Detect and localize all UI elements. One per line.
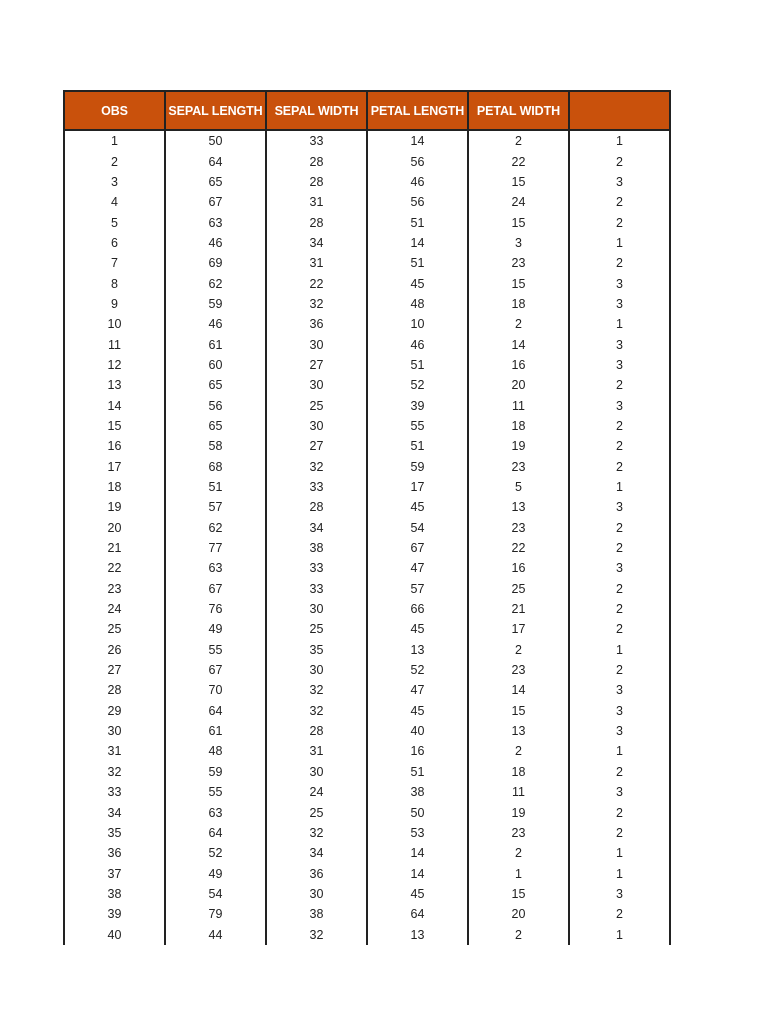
table-row [64, 355, 670, 375]
cell-class: 2 [569, 436, 670, 456]
cell-class: 1 [569, 233, 670, 253]
header-class [569, 91, 670, 130]
cell-sepal-length: 79 [165, 904, 266, 924]
table-row [64, 457, 670, 477]
cell-petal-width: 2 [468, 314, 569, 334]
cell-class: 3 [569, 701, 670, 721]
cell-obs: 19 [64, 497, 165, 517]
cell-class: 1 [569, 924, 670, 944]
cell-sepal-width: 36 [266, 314, 367, 334]
cell-petal-length: 57 [367, 579, 468, 599]
table-row [64, 477, 670, 497]
cell-class: 3 [569, 782, 670, 802]
cell-sepal-width: 36 [266, 863, 367, 883]
cell-sepal-width: 25 [266, 395, 367, 415]
table-row [64, 599, 670, 619]
cell-class: 3 [569, 355, 670, 375]
table-row [64, 863, 670, 883]
cell-class: 2 [569, 253, 670, 273]
cell-obs: 16 [64, 436, 165, 456]
cell-sepal-length: 49 [165, 619, 266, 639]
cell-petal-length: 45 [367, 701, 468, 721]
header-petal-width: PETAL WIDTH [468, 91, 569, 130]
cell-class: 3 [569, 497, 670, 517]
cell-class: 2 [569, 192, 670, 212]
cell-petal-length: 17 [367, 477, 468, 497]
cell-obs: 25 [64, 619, 165, 639]
header-petal-length: PETAL LENGTH [367, 91, 468, 130]
cell-class: 2 [569, 538, 670, 558]
cell-petal-length: 56 [367, 151, 468, 171]
cell-petal-width: 15 [468, 212, 569, 232]
cell-sepal-length: 58 [165, 436, 266, 456]
cell-sepal-length: 67 [165, 579, 266, 599]
cell-petal-width: 11 [468, 782, 569, 802]
cell-sepal-width: 22 [266, 273, 367, 293]
cell-obs: 32 [64, 762, 165, 782]
cell-class: 2 [569, 416, 670, 436]
cell-sepal-width: 30 [266, 599, 367, 619]
cell-petal-length: 13 [367, 640, 468, 660]
iris-data-table [63, 90, 671, 945]
cell-petal-width: 11 [468, 395, 569, 415]
table-row [64, 843, 670, 863]
cell-petal-length: 64 [367, 904, 468, 924]
cell-petal-length: 46 [367, 334, 468, 354]
cell-class: 2 [569, 579, 670, 599]
cell-sepal-length: 63 [165, 802, 266, 822]
cell-sepal-width: 30 [266, 762, 367, 782]
table-row [64, 640, 670, 660]
cell-petal-width: 2 [468, 843, 569, 863]
table-row [64, 395, 670, 415]
table-row [64, 782, 670, 802]
cell-sepal-width: 32 [266, 680, 367, 700]
cell-petal-width: 15 [468, 701, 569, 721]
cell-petal-length: 10 [367, 314, 468, 334]
cell-obs: 13 [64, 375, 165, 395]
table-row [64, 660, 670, 680]
table-row [64, 192, 670, 212]
cell-sepal-length: 54 [165, 884, 266, 904]
cell-sepal-length: 76 [165, 599, 266, 619]
cell-sepal-length: 63 [165, 558, 266, 578]
cell-obs: 39 [64, 904, 165, 924]
cell-obs: 33 [64, 782, 165, 802]
cell-sepal-width: 25 [266, 619, 367, 639]
cell-sepal-width: 30 [266, 375, 367, 395]
cell-obs: 31 [64, 741, 165, 761]
cell-class: 3 [569, 558, 670, 578]
cell-petal-length: 54 [367, 518, 468, 538]
cell-class: 3 [569, 334, 670, 354]
cell-sepal-length: 52 [165, 843, 266, 863]
cell-class: 3 [569, 721, 670, 741]
table-row [64, 212, 670, 232]
table-row [64, 802, 670, 822]
cell-sepal-length: 69 [165, 253, 266, 273]
cell-obs: 18 [64, 477, 165, 497]
cell-sepal-width: 32 [266, 294, 367, 314]
cell-sepal-length: 67 [165, 660, 266, 680]
cell-petal-length: 52 [367, 660, 468, 680]
cell-petal-width: 2 [468, 640, 569, 660]
cell-class: 3 [569, 395, 670, 415]
table-row [64, 701, 670, 721]
cell-obs: 36 [64, 843, 165, 863]
cell-sepal-length: 59 [165, 294, 266, 314]
cell-sepal-length: 59 [165, 762, 266, 782]
cell-petal-length: 46 [367, 172, 468, 192]
cell-obs: 38 [64, 884, 165, 904]
cell-petal-length: 51 [367, 762, 468, 782]
cell-petal-width: 1 [468, 863, 569, 883]
cell-sepal-width: 30 [266, 884, 367, 904]
cell-petal-width: 25 [468, 579, 569, 599]
cell-petal-length: 45 [367, 884, 468, 904]
cell-sepal-length: 46 [165, 233, 266, 253]
table-row [64, 416, 670, 436]
cell-petal-width: 23 [468, 253, 569, 273]
table-row [64, 619, 670, 639]
table-row [64, 558, 670, 578]
cell-sepal-width: 27 [266, 436, 367, 456]
table-row [64, 294, 670, 314]
cell-sepal-width: 33 [266, 558, 367, 578]
cell-sepal-length: 61 [165, 334, 266, 354]
cell-petal-width: 18 [468, 294, 569, 314]
cell-sepal-length: 46 [165, 314, 266, 334]
cell-petal-width: 2 [468, 130, 569, 151]
table-row [64, 151, 670, 171]
cell-obs: 14 [64, 395, 165, 415]
header-sepal-width: SEPAL WIDTH [266, 91, 367, 130]
cell-sepal-length: 62 [165, 273, 266, 293]
cell-obs: 3 [64, 172, 165, 192]
cell-class: 1 [569, 863, 670, 883]
cell-obs: 20 [64, 518, 165, 538]
cell-obs: 11 [64, 334, 165, 354]
cell-sepal-length: 55 [165, 782, 266, 802]
table-header [64, 91, 670, 130]
cell-petal-length: 45 [367, 497, 468, 517]
cell-sepal-length: 63 [165, 212, 266, 232]
cell-sepal-width: 33 [266, 477, 367, 497]
cell-petal-width: 3 [468, 233, 569, 253]
cell-petal-length: 47 [367, 558, 468, 578]
cell-sepal-length: 55 [165, 640, 266, 660]
table-row [64, 233, 670, 253]
cell-petal-length: 56 [367, 192, 468, 212]
cell-class: 2 [569, 660, 670, 680]
cell-petal-length: 51 [367, 355, 468, 375]
cell-class: 2 [569, 599, 670, 619]
cell-petal-width: 15 [468, 172, 569, 192]
cell-obs: 40 [64, 924, 165, 944]
table-row [64, 741, 670, 761]
cell-obs: 35 [64, 823, 165, 843]
cell-class: 2 [569, 457, 670, 477]
cell-sepal-width: 33 [266, 130, 367, 151]
cell-petal-length: 14 [367, 233, 468, 253]
cell-sepal-width: 28 [266, 172, 367, 192]
cell-obs: 30 [64, 721, 165, 741]
cell-sepal-length: 64 [165, 151, 266, 171]
cell-petal-width: 19 [468, 436, 569, 456]
cell-obs: 1 [64, 130, 165, 151]
cell-sepal-length: 60 [165, 355, 266, 375]
cell-petal-width: 24 [468, 192, 569, 212]
cell-petal-length: 51 [367, 436, 468, 456]
cell-obs: 4 [64, 192, 165, 212]
cell-obs: 26 [64, 640, 165, 660]
cell-obs: 21 [64, 538, 165, 558]
cell-obs: 34 [64, 802, 165, 822]
cell-obs: 8 [64, 273, 165, 293]
cell-petal-width: 18 [468, 762, 569, 782]
cell-class: 1 [569, 741, 670, 761]
cell-class: 3 [569, 884, 670, 904]
header-obs: OBS [64, 91, 165, 130]
cell-sepal-width: 28 [266, 212, 367, 232]
cell-sepal-width: 34 [266, 843, 367, 863]
cell-class: 3 [569, 294, 670, 314]
cell-sepal-length: 62 [165, 518, 266, 538]
cell-sepal-width: 31 [266, 741, 367, 761]
cell-petal-length: 16 [367, 741, 468, 761]
cell-petal-width: 23 [468, 660, 569, 680]
cell-petal-length: 14 [367, 130, 468, 151]
cell-obs: 10 [64, 314, 165, 334]
table-row [64, 334, 670, 354]
cell-sepal-width: 27 [266, 355, 367, 375]
cell-sepal-length: 65 [165, 172, 266, 192]
cell-obs: 15 [64, 416, 165, 436]
cell-class: 1 [569, 314, 670, 334]
cell-sepal-width: 32 [266, 457, 367, 477]
header-sepal-length: SEPAL LENGTH [165, 91, 266, 130]
table-row [64, 884, 670, 904]
cell-petal-length: 14 [367, 843, 468, 863]
cell-obs: 6 [64, 233, 165, 253]
cell-class: 2 [569, 518, 670, 538]
cell-class: 2 [569, 212, 670, 232]
cell-petal-length: 13 [367, 924, 468, 944]
cell-obs: 27 [64, 660, 165, 680]
cell-petal-width: 15 [468, 884, 569, 904]
cell-sepal-width: 31 [266, 192, 367, 212]
cell-petal-width: 2 [468, 741, 569, 761]
cell-sepal-length: 67 [165, 192, 266, 212]
cell-sepal-width: 28 [266, 721, 367, 741]
cell-petal-length: 48 [367, 294, 468, 314]
cell-petal-width: 22 [468, 151, 569, 171]
cell-sepal-length: 49 [165, 863, 266, 883]
cell-petal-length: 55 [367, 416, 468, 436]
cell-obs: 17 [64, 457, 165, 477]
cell-class: 3 [569, 172, 670, 192]
cell-petal-length: 40 [367, 721, 468, 741]
table-row [64, 924, 670, 944]
cell-obs: 37 [64, 863, 165, 883]
cell-petal-length: 66 [367, 599, 468, 619]
cell-petal-width: 5 [468, 477, 569, 497]
cell-petal-length: 59 [367, 457, 468, 477]
cell-sepal-length: 51 [165, 477, 266, 497]
cell-sepal-length: 70 [165, 680, 266, 700]
cell-petal-width: 17 [468, 619, 569, 639]
cell-class: 2 [569, 802, 670, 822]
cell-sepal-width: 24 [266, 782, 367, 802]
table-row [64, 497, 670, 517]
table-row [64, 314, 670, 334]
cell-sepal-length: 56 [165, 395, 266, 415]
cell-petal-width: 21 [468, 599, 569, 619]
cell-obs: 24 [64, 599, 165, 619]
cell-petal-width: 2 [468, 924, 569, 944]
header-row [64, 91, 670, 130]
cell-sepal-width: 34 [266, 233, 367, 253]
cell-sepal-length: 65 [165, 416, 266, 436]
cell-sepal-width: 32 [266, 924, 367, 944]
data-sheet [63, 90, 669, 945]
cell-sepal-width: 32 [266, 701, 367, 721]
cell-sepal-length: 77 [165, 538, 266, 558]
cell-sepal-length: 68 [165, 457, 266, 477]
cell-sepal-length: 64 [165, 823, 266, 843]
table-row [64, 680, 670, 700]
cell-petal-length: 52 [367, 375, 468, 395]
cell-class: 1 [569, 477, 670, 497]
table-row [64, 253, 670, 273]
cell-class: 3 [569, 680, 670, 700]
cell-sepal-width: 30 [266, 334, 367, 354]
cell-sepal-width: 38 [266, 538, 367, 558]
cell-obs: 2 [64, 151, 165, 171]
cell-petal-width: 14 [468, 680, 569, 700]
cell-class: 2 [569, 762, 670, 782]
cell-obs: 29 [64, 701, 165, 721]
cell-sepal-width: 28 [266, 497, 367, 517]
cell-petal-length: 47 [367, 680, 468, 700]
cell-petal-width: 22 [468, 538, 569, 558]
cell-petal-length: 45 [367, 273, 468, 293]
cell-class: 1 [569, 130, 670, 151]
table-row [64, 172, 670, 192]
cell-petal-width: 20 [468, 904, 569, 924]
cell-petal-length: 67 [367, 538, 468, 558]
table-row [64, 518, 670, 538]
cell-petal-width: 16 [468, 558, 569, 578]
cell-sepal-width: 28 [266, 151, 367, 171]
cell-petal-length: 51 [367, 212, 468, 232]
cell-petal-width: 19 [468, 802, 569, 822]
cell-petal-width: 16 [468, 355, 569, 375]
table-row [64, 904, 670, 924]
cell-petal-length: 38 [367, 782, 468, 802]
cell-class: 1 [569, 843, 670, 863]
cell-sepal-width: 34 [266, 518, 367, 538]
cell-sepal-width: 30 [266, 416, 367, 436]
cell-sepal-width: 25 [266, 802, 367, 822]
cell-petal-width: 23 [468, 457, 569, 477]
cell-class: 3 [569, 273, 670, 293]
cell-obs: 22 [64, 558, 165, 578]
cell-sepal-length: 61 [165, 721, 266, 741]
cell-petal-width: 13 [468, 497, 569, 517]
cell-sepal-length: 57 [165, 497, 266, 517]
cell-petal-width: 15 [468, 273, 569, 293]
cell-obs: 7 [64, 253, 165, 273]
table-row [64, 436, 670, 456]
cell-sepal-length: 65 [165, 375, 266, 395]
cell-obs: 5 [64, 212, 165, 232]
cell-petal-width: 18 [468, 416, 569, 436]
cell-obs: 28 [64, 680, 165, 700]
cell-class: 2 [569, 375, 670, 395]
cell-sepal-width: 33 [266, 579, 367, 599]
table-row [64, 375, 670, 395]
table-row [64, 538, 670, 558]
cell-petal-width: 23 [468, 518, 569, 538]
cell-class: 2 [569, 823, 670, 843]
table-row [64, 762, 670, 782]
cell-petal-width: 14 [468, 334, 569, 354]
cell-class: 2 [569, 151, 670, 171]
table-body [64, 130, 670, 945]
cell-sepal-width: 32 [266, 823, 367, 843]
cell-sepal-length: 50 [165, 130, 266, 151]
cell-sepal-width: 31 [266, 253, 367, 273]
table-row [64, 721, 670, 741]
cell-obs: 9 [64, 294, 165, 314]
cell-sepal-width: 35 [266, 640, 367, 660]
cell-petal-length: 45 [367, 619, 468, 639]
cell-sepal-length: 48 [165, 741, 266, 761]
cell-petal-length: 51 [367, 253, 468, 273]
table-row [64, 579, 670, 599]
cell-sepal-length: 44 [165, 924, 266, 944]
cell-class: 2 [569, 904, 670, 924]
cell-petal-width: 23 [468, 823, 569, 843]
table-row [64, 273, 670, 293]
cell-petal-width: 13 [468, 721, 569, 741]
cell-obs: 23 [64, 579, 165, 599]
cell-obs: 12 [64, 355, 165, 375]
cell-petal-length: 53 [367, 823, 468, 843]
cell-sepal-length: 64 [165, 701, 266, 721]
cell-petal-length: 50 [367, 802, 468, 822]
table-row [64, 130, 670, 151]
cell-petal-width: 20 [468, 375, 569, 395]
table-row [64, 823, 670, 843]
cell-petal-length: 14 [367, 863, 468, 883]
cell-petal-length: 39 [367, 395, 468, 415]
cell-class: 2 [569, 619, 670, 639]
cell-sepal-width: 38 [266, 904, 367, 924]
cell-class: 1 [569, 640, 670, 660]
cell-sepal-width: 30 [266, 660, 367, 680]
